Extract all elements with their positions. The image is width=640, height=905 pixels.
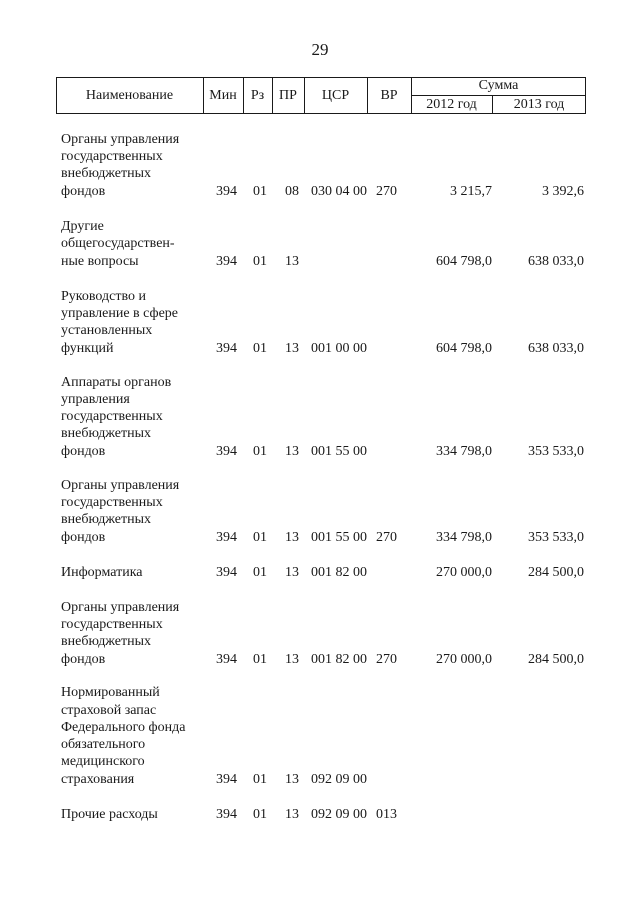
row-csr: 001 00 00 [311,340,367,356]
row-min: 394 [216,443,237,459]
row-min: 394 [216,253,237,269]
row-sum-2012: 270 000,0 [436,564,492,580]
row-pr: 13 [285,529,299,545]
row-sum-2012: 334 798,0 [436,443,492,459]
row-pr: 13 [285,443,299,459]
row-min: 394 [216,183,237,199]
row-name: Органы управления государственных внебюджетных фондов [61,477,180,545]
row-csr: 001 55 00 [311,529,367,545]
header-vr: ВР [380,87,398,103]
row-rz: 01 [253,806,267,822]
row-rz: 01 [253,443,267,459]
header-year-2012: 2012 год [426,96,477,112]
row-sum-2012: 270 000,0 [436,651,492,667]
row-pr: 13 [285,651,299,667]
header-csr: ЦСР [321,87,350,103]
row-pr: 13 [285,253,299,269]
row-name: Руководство и управление в сфере установленных функций [61,288,179,356]
row-vr: 270 [376,529,397,545]
header-year-2013: 2013 год [513,96,565,112]
row-sum-2013: 638 033,0 [528,253,584,269]
row-min: 394 [216,651,237,667]
row-csr: 092 09 00 [311,771,367,787]
row-name: Другие общегосударствен- ные вопросы [61,219,175,269]
row-min: 394 [216,806,237,822]
row-sum-2013: 3 392,6 [542,183,584,199]
row-rz: 01 [253,564,267,580]
header-rz: Рз [250,87,265,103]
row-vr: 013 [376,806,397,822]
row-name: Нормированный страховой запас Федерального фонда обязательного медицинского страхования [61,685,186,787]
row-rz: 01 [253,529,267,545]
row-min: 394 [216,771,237,787]
row-name: Аппараты органов управления государственных внебюджетных фондов [61,374,172,459]
row-sum-2013: 284 500,0 [528,564,584,580]
header-min: Мин [209,87,237,103]
row-rz: 01 [253,651,267,667]
row-pr: 13 [285,771,299,787]
row-pr: 08 [285,183,299,199]
row-sum-2013: 284 500,0 [528,651,584,667]
row-sum-2012: 334 798,0 [436,529,492,545]
row-min: 394 [216,340,237,356]
row-csr: 001 55 00 [311,443,367,459]
row-pr: 13 [285,564,299,580]
header-sum: Сумма [478,78,519,93]
row-name: Информатика [61,564,143,580]
row-rz: 01 [253,253,267,269]
row-csr: 001 82 00 [311,564,367,580]
row-rz: 01 [253,771,267,787]
row-pr: 13 [285,806,299,822]
row-vr: 270 [376,651,397,667]
row-sum-2012: 3 215,7 [450,183,492,199]
row-sum-2013: 638 033,0 [528,340,584,356]
row-name: Органы управления государственных внебюджетных фондов [61,131,180,199]
row-name: Органы управления государственных внебюджетных фондов [61,599,180,667]
row-sum-2013: 353 533,0 [528,443,584,459]
header-pr: ПР [279,87,297,103]
row-rz: 01 [253,340,267,356]
row-sum-2012: 604 798,0 [436,340,492,356]
row-rz: 01 [253,183,267,199]
row-vr: 270 [376,183,397,199]
row-csr: 030 04 00 [311,183,367,199]
row-min: 394 [216,529,237,545]
row-min: 394 [216,564,237,580]
header-name: Наименование [85,87,174,103]
row-pr: 13 [285,340,299,356]
row-csr: 092 09 00 [311,806,367,822]
row-csr: 001 82 00 [311,651,367,667]
row-sum-2012: 604 798,0 [436,253,492,269]
page-number: 29 [311,40,329,59]
row-name: Прочие расходы [61,806,158,822]
row-sum-2013: 353 533,0 [528,529,584,545]
